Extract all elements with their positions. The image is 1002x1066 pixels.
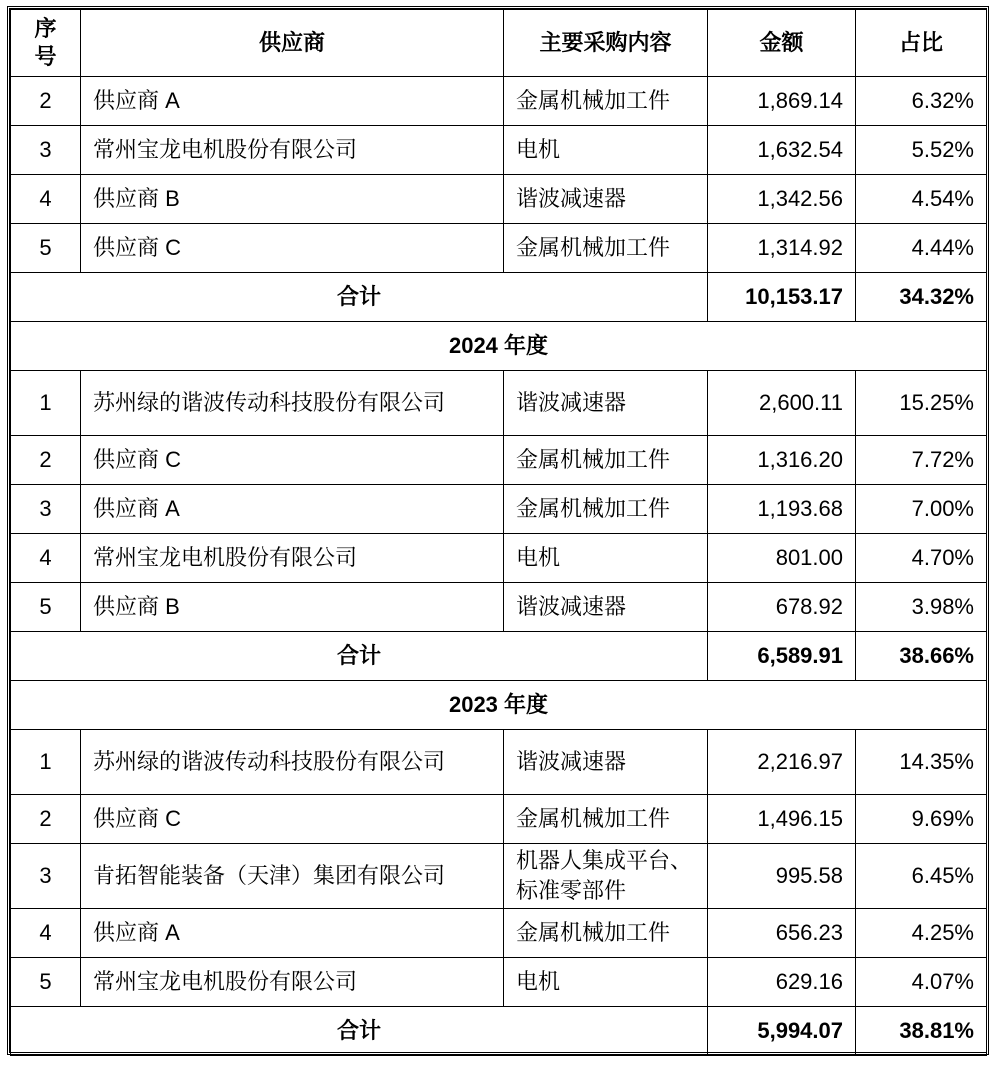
row-content: 电机 bbox=[504, 534, 708, 583]
row-supplier: 供应商 C bbox=[81, 224, 504, 273]
row-supplier: 供应商 A bbox=[81, 485, 504, 534]
row-content: 机器人集成平台、标准零部件 bbox=[504, 844, 708, 909]
table-row bbox=[11, 77, 987, 126]
row-no: 5 bbox=[11, 958, 81, 1007]
row-no: 3 bbox=[11, 485, 81, 534]
row-amount: 629.16 bbox=[708, 958, 856, 1007]
table-row bbox=[11, 371, 987, 436]
total-row bbox=[11, 632, 987, 681]
row-no: 1 bbox=[11, 730, 81, 795]
supplier-table bbox=[10, 9, 987, 1056]
row-supplier: 常州宝龙电机股份有限公司 bbox=[81, 126, 504, 175]
total-amount: 10,153.17 bbox=[708, 273, 856, 322]
header-no: 序号 bbox=[11, 10, 81, 77]
table-row bbox=[11, 126, 987, 175]
row-supplier: 供应商 A bbox=[81, 909, 504, 958]
row-no: 4 bbox=[11, 909, 81, 958]
header-amount: 金额 bbox=[708, 10, 856, 77]
row-supplier: 供应商 B bbox=[81, 583, 504, 632]
row-no: 2 bbox=[11, 436, 81, 485]
row-ratio: 4.25% bbox=[856, 909, 987, 958]
row-amount: 2,600.11 bbox=[708, 371, 856, 436]
total-label: 合计 bbox=[11, 1007, 708, 1056]
row-amount: 1,496.15 bbox=[708, 795, 856, 844]
row-no: 4 bbox=[11, 534, 81, 583]
row-ratio: 3.98% bbox=[856, 583, 987, 632]
table-row bbox=[11, 436, 987, 485]
header-content: 主要采购内容 bbox=[504, 10, 708, 77]
row-ratio: 4.70% bbox=[856, 534, 987, 583]
table-row bbox=[11, 730, 987, 795]
row-no: 3 bbox=[11, 844, 81, 909]
row-ratio: 9.69% bbox=[856, 795, 987, 844]
row-ratio: 7.72% bbox=[856, 436, 987, 485]
row-amount: 1,342.56 bbox=[708, 175, 856, 224]
row-amount: 656.23 bbox=[708, 909, 856, 958]
total-ratio: 34.32% bbox=[856, 273, 987, 322]
row-content: 金属机械加工件 bbox=[504, 224, 708, 273]
row-ratio: 15.25% bbox=[856, 371, 987, 436]
row-amount: 1,314.92 bbox=[708, 224, 856, 273]
row-ratio: 6.32% bbox=[856, 77, 987, 126]
row-no: 3 bbox=[11, 126, 81, 175]
year-title: 2024 年度 bbox=[11, 322, 987, 371]
row-content: 谐波减速器 bbox=[504, 730, 708, 795]
total-amount: 5,994.07 bbox=[708, 1007, 856, 1056]
total-row bbox=[11, 1007, 987, 1056]
row-supplier: 苏州绿的谐波传动科技股份有限公司 bbox=[81, 730, 504, 795]
total-ratio: 38.81% bbox=[856, 1007, 987, 1056]
row-no: 2 bbox=[11, 795, 81, 844]
row-supplier: 常州宝龙电机股份有限公司 bbox=[81, 958, 504, 1007]
row-amount: 1,193.68 bbox=[708, 485, 856, 534]
row-ratio: 4.54% bbox=[856, 175, 987, 224]
table-row bbox=[11, 583, 987, 632]
row-amount: 1,316.20 bbox=[708, 436, 856, 485]
table-row bbox=[11, 909, 987, 958]
year-header-row bbox=[11, 681, 987, 730]
row-amount: 1,632.54 bbox=[708, 126, 856, 175]
row-ratio: 4.44% bbox=[856, 224, 987, 273]
table-row bbox=[11, 534, 987, 583]
row-content: 谐波减速器 bbox=[504, 371, 708, 436]
table-row bbox=[11, 795, 987, 844]
row-ratio: 6.45% bbox=[856, 844, 987, 909]
row-ratio: 7.00% bbox=[856, 485, 987, 534]
year-header-row bbox=[11, 322, 987, 371]
row-ratio: 14.35% bbox=[856, 730, 987, 795]
row-supplier: 常州宝龙电机股份有限公司 bbox=[81, 534, 504, 583]
table-row bbox=[11, 224, 987, 273]
table-row bbox=[11, 485, 987, 534]
total-row bbox=[11, 273, 987, 322]
row-amount: 1,869.14 bbox=[708, 77, 856, 126]
row-no: 5 bbox=[11, 224, 81, 273]
row-content: 谐波减速器 bbox=[504, 583, 708, 632]
year-title: 2023 年度 bbox=[11, 681, 987, 730]
row-amount: 801.00 bbox=[708, 534, 856, 583]
row-content: 金属机械加工件 bbox=[504, 77, 708, 126]
total-label: 合计 bbox=[11, 632, 708, 681]
table-row bbox=[11, 958, 987, 1007]
row-content: 谐波减速器 bbox=[504, 175, 708, 224]
header-supplier: 供应商 bbox=[81, 10, 504, 77]
row-content: 金属机械加工件 bbox=[504, 436, 708, 485]
total-amount: 6,589.91 bbox=[708, 632, 856, 681]
row-supplier: 供应商 C bbox=[81, 795, 504, 844]
row-content: 电机 bbox=[504, 126, 708, 175]
row-no: 5 bbox=[11, 583, 81, 632]
row-supplier: 供应商 A bbox=[81, 77, 504, 126]
row-content: 金属机械加工件 bbox=[504, 795, 708, 844]
row-supplier: 供应商 B bbox=[81, 175, 504, 224]
row-supplier: 供应商 C bbox=[81, 436, 504, 485]
row-no: 2 bbox=[11, 77, 81, 126]
row-supplier: 肯拓智能装备（天津）集团有限公司 bbox=[81, 844, 504, 909]
row-ratio: 5.52% bbox=[856, 126, 987, 175]
total-label: 合计 bbox=[11, 273, 708, 322]
row-no: 1 bbox=[11, 371, 81, 436]
row-amount: 995.58 bbox=[708, 844, 856, 909]
header-row bbox=[11, 10, 987, 77]
row-supplier: 苏州绿的谐波传动科技股份有限公司 bbox=[81, 371, 504, 436]
table-row bbox=[11, 844, 987, 909]
total-ratio: 38.66% bbox=[856, 632, 987, 681]
row-no: 4 bbox=[11, 175, 81, 224]
row-content: 金属机械加工件 bbox=[504, 485, 708, 534]
header-ratio: 占比 bbox=[856, 10, 987, 77]
table-row bbox=[11, 175, 987, 224]
row-content: 电机 bbox=[504, 958, 708, 1007]
row-amount: 678.92 bbox=[708, 583, 856, 632]
row-ratio: 4.07% bbox=[856, 958, 987, 1007]
row-amount: 2,216.97 bbox=[708, 730, 856, 795]
row-content: 金属机械加工件 bbox=[504, 909, 708, 958]
